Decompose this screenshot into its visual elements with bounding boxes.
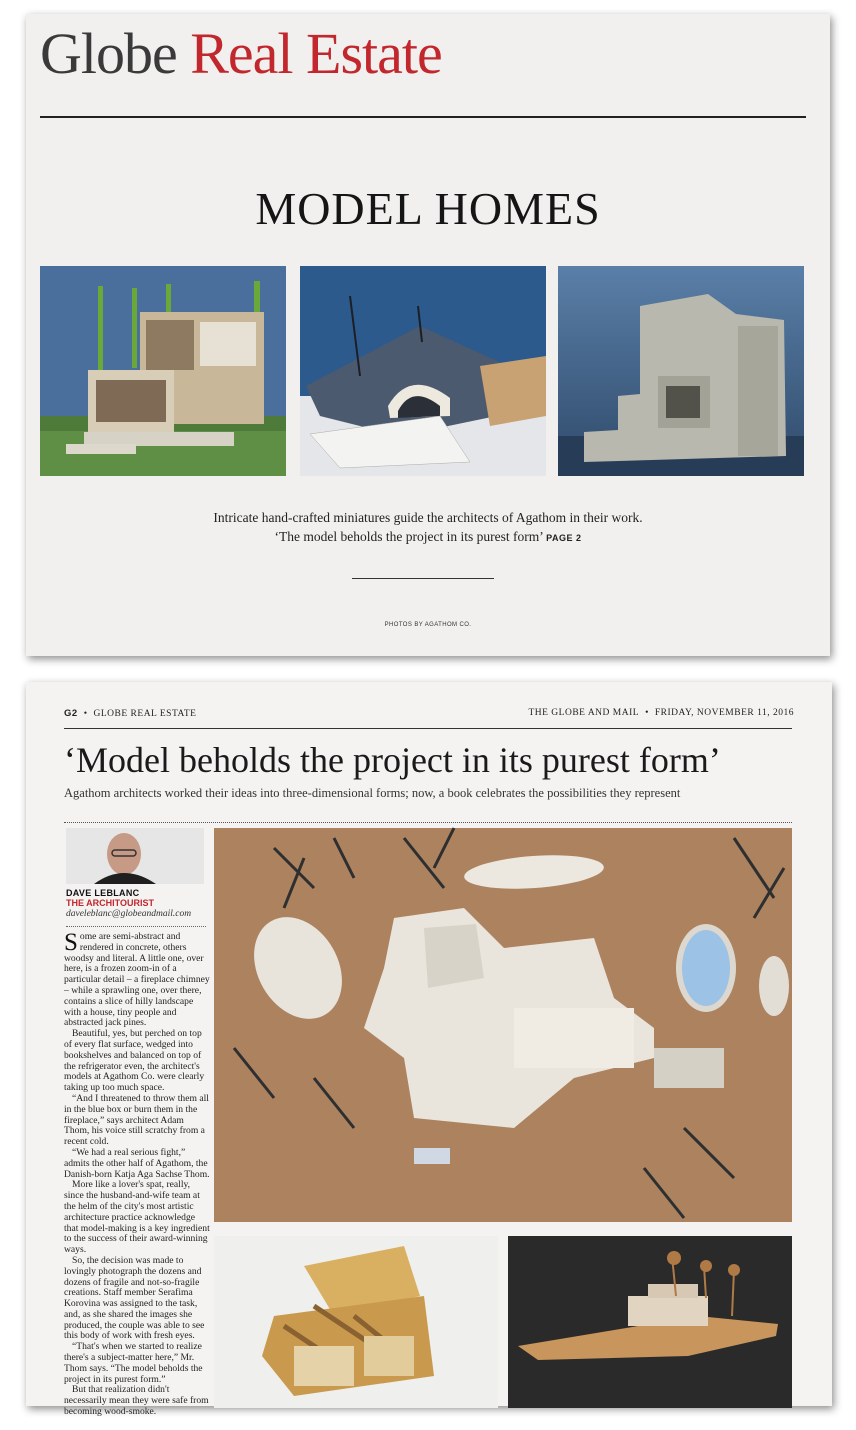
body-paragraph (64, 929, 210, 1029)
body-paragraph: Beautiful, yes, but perched on top of every flat surface, wedged into bookshelves and balanced on top of the refrigerator even, the architect's models at Agathom Co. were clearly taking up too much space. (64, 1028, 205, 1094)
masthead-section: Real Estate (190, 21, 442, 86)
byline-rule (66, 926, 206, 927)
body-paragraph: “And I threatened to throw them all in the blue box or burn them in the fireplace,” says architect Adam Thom, his voice still scratchy from a recent cold. (64, 1092, 209, 1148)
drop-cap: S (64, 929, 78, 956)
folio-right: THE GLOBE AND MAIL • FRIDAY, NOVEMBER 11, 2016 (528, 708, 794, 718)
photo-site-model-aerial (214, 828, 792, 1222)
front-caption (26, 508, 830, 548)
photo-model-timber-house (214, 1236, 498, 1408)
paragraph-text: ome are semi-abstract and rendered in concrete, others woodsy and literal. A little one, over here, is a frozen zoom-in of a particular detail – a fireplace chimney – while a sprawling one, over there, contains a slice of hilly landscape with a house, tiny people and abstracted jack pines. (64, 931, 210, 1029)
page-reference: PAGE 2 (546, 533, 582, 543)
front-headline: MODEL HOMES (255, 183, 601, 234)
column-name: THE ARCHITOURIST (66, 898, 155, 908)
caption-line-1: Intricate hand-crafted miniatures guide the architects of Agathom in their work. (213, 510, 643, 525)
folio-date: FRIDAY, NOVEMBER 11, 2016 (654, 708, 794, 718)
photo-credit: PHOTOS BY AGATHOM CO. (384, 622, 472, 628)
photo-model-cliff-house (508, 1236, 792, 1408)
article-page (26, 682, 832, 1418)
body-paragraph: “That's when we started to realize there's a subject-matter here,” Mr. Thom says. “The model beholds the project in its purest form.” (64, 1341, 203, 1385)
masthead (40, 18, 442, 90)
article-deck: Agathom architects worked their ideas into three-dimensional forms; now, a book celebrates the possibilities they represent (64, 786, 681, 800)
body-paragraph: So, the decision was made to lovingly photograph the dozens and dozens of fragile and not-so-fragile creations. Staff member Serafima Korovina was assigned to the task, and, as she shared the images she produced, the couple was able to see this body of work with fresh eyes. (64, 1254, 205, 1342)
author-name: DAVE LEBLANC (66, 888, 140, 898)
folio-left: G2 • GLOBE REAL ESTATE (64, 708, 197, 719)
masthead-brand: Globe (40, 21, 177, 86)
photo-model-house-stacked (40, 266, 286, 476)
body-paragraph: “We had a real serious fight,” admits the other half of Agathom, the Danish-born Katja Aga Sachse Thom. (64, 1146, 210, 1180)
folio-section: GLOBE REAL ESTATE (93, 709, 197, 719)
caption-line-2 (26, 527, 830, 548)
body-paragraph: But that realization didn't necessarily mean they were safe from becoming wood-smoke. (64, 1384, 209, 1418)
folio-paper: THE GLOBE AND MAIL (528, 708, 640, 718)
author-email[interactable]: daveleblanc@globeandmail.com (66, 909, 192, 919)
photo-model-concrete-block (558, 266, 804, 476)
page-number: G2 (64, 708, 78, 719)
caption-quote: ‘The model beholds the project in its purest form’ (274, 529, 543, 544)
author-photo (66, 828, 204, 884)
article-headline: ‘Model beholds the project in its purest form’ (64, 740, 721, 780)
article-body (64, 929, 210, 1418)
folio-rule (64, 728, 792, 729)
body-paragraph: More like a lover's spat, really, since the husband-and-wife team at the helm of the city's most artistic architecture practice acknowledge that model-making is a key ingredient to the success of their award-winning ways. (64, 1179, 210, 1256)
photo-model-landscape-arch (300, 266, 546, 476)
caption-rule (352, 578, 494, 579)
deck-rule (64, 822, 792, 823)
masthead-rule (40, 116, 806, 118)
front-page (26, 14, 830, 656)
